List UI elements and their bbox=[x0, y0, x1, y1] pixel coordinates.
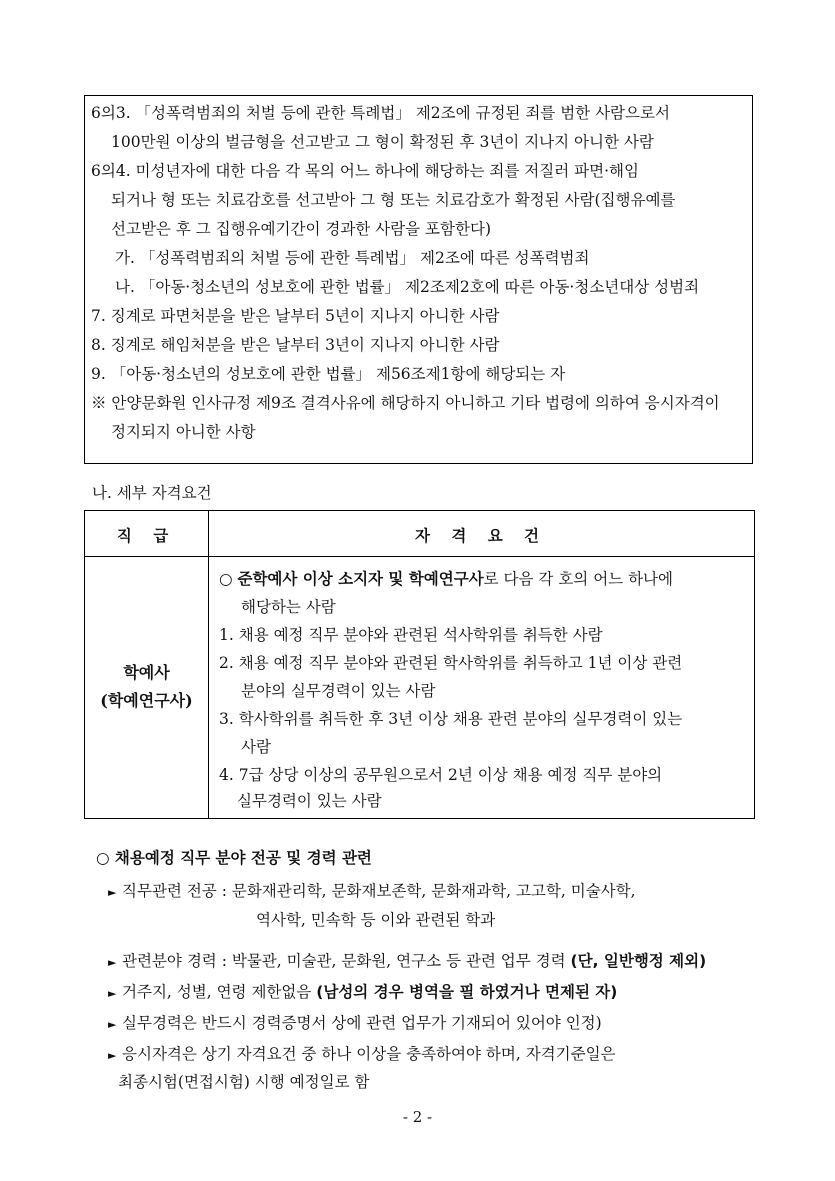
career-bullet bbox=[108, 951, 706, 973]
limit-text: 거주지, 성별, 연령 제한없음 bbox=[122, 983, 317, 1001]
disq-line: 6의4. 미성년자에 대한 다음 각 목의 어느 하나에 해당하는 죄를 저질러 파면·해임 bbox=[91, 162, 639, 180]
basis-text: 응시자격은 상기 자격요건 중 하나 이상을 충족하여야 하며, 자격기준일은 bbox=[122, 1045, 616, 1063]
limit-bullet bbox=[108, 982, 617, 1004]
limit-bold: (남성의 경우 병역을 필 하였거나 면제된 자) bbox=[316, 983, 618, 1001]
disq-line: 정지되지 아니한 사항 bbox=[111, 423, 256, 441]
disq-line: 100만원 이상의 벌금형을 선고받고 그 형이 확정된 후 3년이 지나지 아니한 사람 bbox=[111, 133, 654, 151]
triangle-right-icon: ► bbox=[108, 886, 117, 899]
career-bold: (단, 일반행정 제외) bbox=[570, 952, 707, 970]
role-title: 학예사 bbox=[123, 663, 170, 682]
table-header-row bbox=[85, 511, 754, 557]
proof-bullet bbox=[108, 1013, 602, 1035]
req-item: 3. 학사학위를 취득한 후 3년 이상 채용 관련 분야의 실무경력이 있는 bbox=[219, 710, 683, 728]
disq-line: 7. 징계로 파면처분을 받은 날부터 5년이 지나지 아니한 사람 bbox=[91, 307, 500, 325]
major-line: 직무관련 전공 : 문화재관리학, 문화재보존학, 문화재과학, 고고학, 미술사학, bbox=[122, 882, 636, 900]
basis-text-cont: 최종시험(면접시험) 시행 예정일로 함 bbox=[118, 1073, 370, 1091]
disq-line: 되거나 형 또는 치료감호를 선고받아 그 형 또는 치료감호가 확정된 사람(집행유예를 bbox=[111, 191, 676, 209]
major-bullet bbox=[108, 881, 636, 903]
disq-line: 나. 「아동·청소년의 성보호에 관한 법률」 제2조제2호에 따른 아동·청소년대상 성범죄 bbox=[115, 278, 700, 296]
req-intro-bold: 준학예사 이상 소지자 및 학예연구사 bbox=[237, 570, 484, 588]
req-item: 4. 7급 상당 이상의 공무원으로서 2년 이상 채용 예정 직무 분야의 bbox=[219, 766, 663, 784]
role-subtitle: (학예연구사) bbox=[100, 691, 193, 710]
req-intro-cont: 해당하는 사람 bbox=[241, 598, 336, 616]
triangle-right-icon: ► bbox=[108, 1018, 117, 1031]
column-divider bbox=[208, 511, 209, 818]
req-intro-rest: 로 다음 각 호의 어느 하나에 bbox=[483, 570, 673, 588]
qualification-table bbox=[84, 510, 755, 819]
req-item: 2. 채용 예정 직무 분야와 관련된 학사학위를 취득하고 1년 이상 관련 bbox=[219, 654, 683, 672]
col-role-header: 직 급 bbox=[116, 526, 177, 545]
req-item-cont: 실무경력이 있는 사람 bbox=[237, 792, 382, 810]
triangle-right-icon: ► bbox=[108, 1049, 117, 1062]
proof-text: 실무경력은 반드시 경력증명서 상에 관련 업무가 기재되어 있어야 인정) bbox=[122, 1014, 602, 1032]
disq-line: 6의3. 「성폭력범죄의 처벌 등에 관한 특례법」 제2조에 규정된 죄를 범한 사람으로서 bbox=[91, 104, 670, 122]
major-section-title: ○ 채용예정 직무 분야 전공 및 경력 관련 bbox=[96, 849, 372, 867]
triangle-right-icon: ► bbox=[108, 956, 117, 969]
disq-line: ※ 안양문화원 인사규정 제9조 결격사유에 해당하지 아니하고 기타 법령에 의하여 응시자격이 bbox=[91, 394, 720, 412]
col-req-header: 자 격 요 건 bbox=[414, 526, 548, 545]
disq-line: 9. 「아동·청소년의 성보호에 관한 법률」 제56조제1항에 해당되는 자 bbox=[91, 365, 566, 383]
detail-heading: 나. 세부 자격요건 bbox=[92, 484, 212, 502]
page-number: - 2 - bbox=[402, 1108, 433, 1126]
disq-line: 선고받은 후 그 집행유예기간이 경과한 사람을 포함한다) bbox=[111, 220, 491, 238]
triangle-right-icon: ► bbox=[108, 987, 117, 1000]
req-item: 1. 채용 예정 직무 분야와 관련된 석사학위를 취득한 사람 bbox=[219, 626, 603, 644]
circle-bullet-icon: ○ bbox=[219, 569, 233, 588]
basis-bullet bbox=[108, 1044, 616, 1066]
req-item-cont: 분야의 실무경력이 있는 사람 bbox=[241, 682, 436, 700]
req-intro bbox=[219, 569, 673, 589]
career-text: 관련분야 경력 : 박물관, 미술관, 문화원, 연구소 등 관련 업무 경력 bbox=[122, 952, 571, 970]
disqualification-box bbox=[84, 95, 753, 464]
disq-line: 8. 징계로 해임처분을 받은 날부터 3년이 지나지 아니한 사람 bbox=[91, 336, 500, 354]
major-line-cont: 역사학, 민속학 등 이와 관련된 학과 bbox=[256, 911, 496, 929]
req-item-cont: 사람 bbox=[241, 738, 271, 756]
disq-line: 가. 「성폭력범죄의 처벌 등에 관한 특례법」 제2조에 따른 성폭력범죄 bbox=[115, 249, 590, 267]
